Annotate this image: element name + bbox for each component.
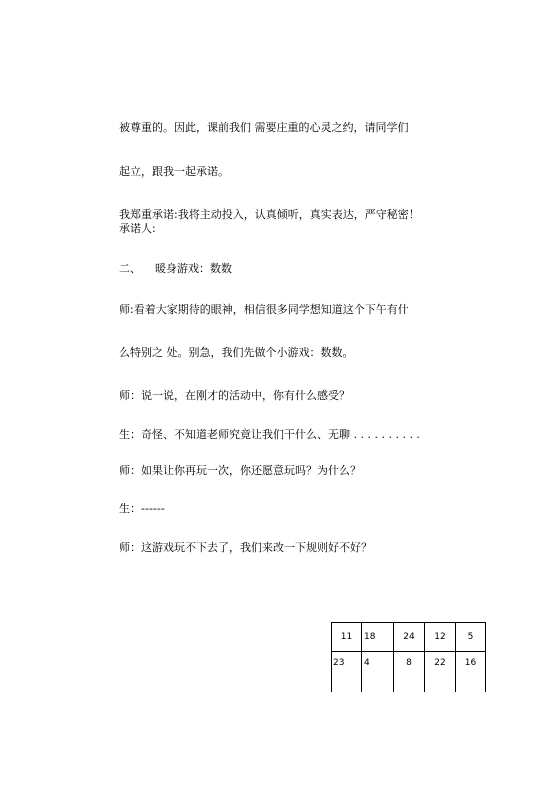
grid-cell: 23 [332, 652, 362, 693]
paragraph-4: 承诺人: [119, 222, 156, 235]
grid-cell: 11 [332, 623, 362, 652]
grid-cell: 8 [394, 652, 425, 693]
table-row [332, 623, 486, 652]
paragraph-6: 么特别之 处。别急，我们先做个小游戏：数数。 [119, 346, 354, 359]
grid-cell: 12 [425, 623, 456, 652]
section-heading [119, 262, 232, 276]
paragraph-7: 师：说一说，在刚才的活动中，你有什么感受？ [119, 389, 350, 402]
paragraph-8: 生：奇怪、不知道老师究竟让我们干什么、无聊 . . . . . . . . . . [119, 428, 420, 441]
grid-cell: 18 [362, 623, 394, 652]
grid-cell: 22 [425, 652, 456, 693]
grid-cell: 16 [456, 652, 486, 693]
section-title: 暖身游戏：数数 [155, 262, 232, 275]
paragraph-10: 生：------ [119, 502, 165, 515]
paragraph-1: 被尊重的。因此，课前我们 需要庄重的心灵之约，请同学们 [119, 121, 409, 134]
paragraph-3: 我郑重承诺:我将主动投入，认真倾听，真实表达，严守秘密！ [119, 208, 420, 221]
table-row [332, 652, 486, 693]
grid-cell: 4 [362, 652, 394, 693]
section-number: 二、 [119, 262, 141, 275]
paragraph-2: 起立，跟我一起承诺。 [119, 165, 229, 178]
paragraph-9: 师：如果让你再玩一次，你还愿意玩吗？为什么？ [119, 464, 361, 477]
paragraph-11: 师：这游戏玩不下去了，我们来改一下规则好不好？ [119, 541, 372, 554]
number-grid [331, 622, 486, 692]
paragraph-5: 师:看着大家期待的眼神，相信很多同学想知道这个下午有什 [119, 303, 409, 316]
grid-cell: 5 [456, 623, 486, 652]
grid-cell: 24 [394, 623, 425, 652]
